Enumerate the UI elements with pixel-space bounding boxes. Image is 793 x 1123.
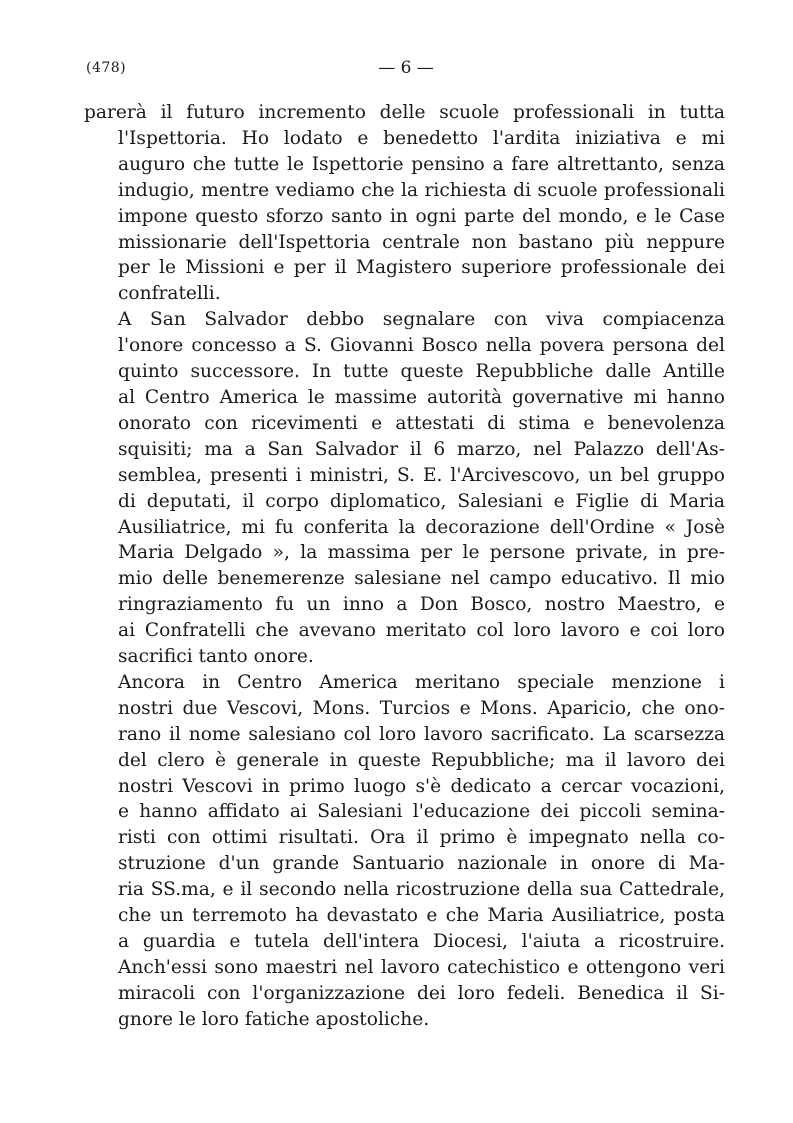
text-line: mio delle benemerenze salesiane nel campo educativo. Il mio: [118, 568, 725, 590]
text-line: Ancora in Centro America meritano speciale menzione i: [118, 671, 725, 693]
text-line: Anch'essi sono maestri nel lavoro catechistico e ottengono veri: [118, 956, 725, 978]
text-line: semblea, presenti i ministri, S. E. l'Arcivescovo, un bel gruppo: [118, 464, 725, 486]
paragraph: [84, 670, 725, 1033]
text-line: Maria Delgado », la massima per le persone private, in pre-: [118, 542, 725, 564]
page-reference-number: (478): [86, 60, 127, 76]
paragraph: [84, 100, 725, 307]
text-line: ringraziamento fu un inno a Don Bosco, nostro Maestro, e: [118, 594, 725, 616]
page-number: — 6 —: [378, 58, 434, 78]
text-line: onorato con ricevimenti e attestati di stima e benevolenza: [118, 412, 725, 434]
text-line: A San Salvador debbo segnalare con viva compiacenza: [118, 309, 725, 331]
text-line: squisiti; ma a San Salvador il 6 marzo, nel Palazzo dell'As-: [118, 438, 725, 460]
page-header: [86, 58, 726, 84]
text-line: e hanno affidato ai Salesiani l'educazione dei piccoli semina-: [118, 801, 725, 823]
text-line: del clero è generale in queste Repubbliche; ma il lavoro dei: [118, 749, 725, 771]
paragraph: [84, 307, 725, 670]
text-line: struzione d'un grande Santuario nazionale in onore di Ma-: [118, 853, 725, 875]
text-line: rano il nome salesiano col loro lavoro sacrificato. La scarsezza: [118, 723, 725, 745]
text-line: di deputati, il corpo diplomatico, Salesiani e Figlie di Maria: [118, 490, 725, 512]
text-line: che un terremoto ha devastato e che Maria Ausiliatrice, posta: [118, 905, 725, 927]
text-line: ria SS.ma, e il secondo nella ricostruzione della sua Cattedrale,: [118, 879, 725, 901]
text-line: nostri due Vescovi, Mons. Turcios e Mons. Aparicio, che ono-: [118, 697, 725, 719]
text-line: impone questo sforzo santo in ogni parte del mondo, e le Case: [118, 205, 725, 227]
text-line: nostri Vescovi in primo luogo s'è dedicato a cercar vocazioni,: [118, 775, 725, 797]
text-line: ai Confratelli che avevano meritato col loro lavoro e coi loro: [118, 620, 725, 642]
text-line: a guardia e tutela dell'intera Diocesi, l'aiuta a ricostruire.: [118, 931, 725, 952]
text-line: indugio, mentre vediamo che la richiesta di scuole professionali: [118, 179, 725, 201]
text-line: confratelli.: [118, 283, 221, 305]
text-line: miracoli con l'organizzazione dei loro fedeli. Benedica il Si-: [118, 982, 725, 1004]
text-line: l'Ispettoria. Ho lodato e benedetto l'ardita iniziativa e mi: [118, 127, 725, 149]
text-line: sacrifici tanto onore.: [118, 646, 314, 668]
text-line: auguro che tutte le Ispettorie pensino a fare altrettanto, senza: [118, 153, 725, 175]
text-line: Ausiliatrice, mi fu conferita la decorazione dell'Ordine « Josè: [118, 516, 725, 538]
page-body-text: [84, 100, 725, 1033]
text-line: parerà il futuro incremento delle scuole professionali in tutta: [84, 102, 725, 123]
text-line: per le Missioni e per il Magistero superiore professionale dei: [118, 257, 725, 279]
text-line: gnore le loro fatiche apostoliche.: [118, 1008, 430, 1030]
text-line: l'onore concesso a S. Giovanni Bosco nella povera persona del: [118, 335, 725, 357]
text-line: risti con ottimi risultati. Ora il primo è impegnato nella co-: [118, 827, 725, 849]
text-line: missionarie dell'Ispettoria centrale non bastano più neppure: [118, 231, 725, 253]
text-line: quinto successore. In tutte queste Repubbliche dalle Antille: [118, 361, 725, 383]
text-line: al Centro America le massime autorità governative mi hanno: [118, 386, 725, 408]
